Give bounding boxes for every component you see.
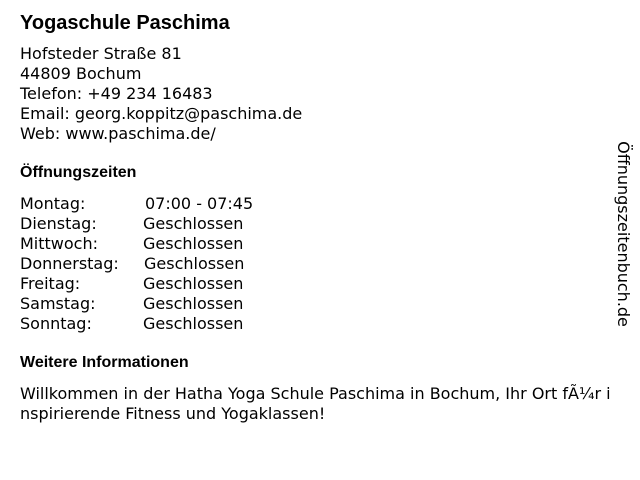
- hours-time: Geschlossen: [143, 314, 244, 333]
- phone-line: Telefon: +49 234 16483: [20, 84, 213, 103]
- more-info-heading: Weitere Informationen: [20, 354, 189, 371]
- hours-time: 07:00 - 07:45: [145, 194, 254, 213]
- hours-time: Geschlossen: [143, 274, 244, 293]
- business-card: [20, 12, 620, 424]
- hours-day: Donnerstag:: [20, 254, 119, 273]
- hours-row-wednesday: [20, 234, 620, 254]
- hours-day: Sonntag:: [20, 314, 92, 333]
- side-label-text: Öffnungszeitenbuch.de: [614, 141, 634, 327]
- opening-hours-heading: Öffnungszeiten: [20, 164, 137, 181]
- hours-row-monday: [20, 194, 620, 214]
- business-name: Yogaschule Paschima: [20, 12, 230, 34]
- hours-day: Mittwoch:: [20, 234, 98, 253]
- hours-row-sunday: [20, 314, 620, 334]
- email-line: Email: georg.koppitz@paschima.de: [20, 104, 303, 123]
- more-info-text: Willkommen in der Hatha Yoga Schule Paschima in Bochum, Ihr Ort fÃ¼r inspirierende Fitness und Yogaklassen!: [20, 384, 611, 423]
- address-city: 44809 Bochum: [20, 64, 142, 83]
- hours-row-tuesday: [20, 214, 620, 234]
- hours-time: Geschlossen: [143, 234, 244, 253]
- hours-time: Geschlossen: [143, 214, 244, 233]
- side-watermark-label: [611, 134, 635, 334]
- hours-row-friday: [20, 274, 620, 294]
- hours-day: Samstag:: [20, 294, 96, 313]
- hours-time: Geschlossen: [144, 254, 245, 273]
- hours-day: Montag:: [20, 194, 86, 213]
- address-street: Hofsteder Straße 81: [20, 44, 182, 63]
- hours-day: Dienstag:: [20, 214, 97, 233]
- hours-day: Freitag:: [20, 274, 81, 293]
- hours-time: Geschlossen: [143, 294, 244, 313]
- hours-row-saturday: [20, 294, 620, 314]
- hours-row-thursday: [20, 254, 620, 274]
- opening-hours-list: [20, 194, 620, 334]
- web-line: Web: www.paschima.de/: [20, 124, 216, 143]
